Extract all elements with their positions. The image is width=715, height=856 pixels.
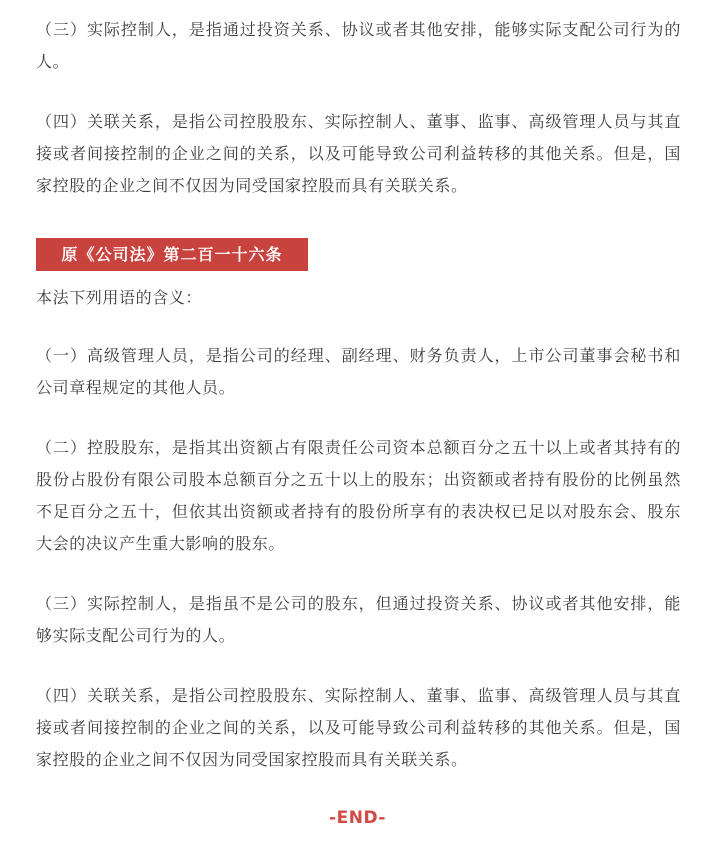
article-para-actual-controller: （三）实际控制人，是指虽不是公司的股东，但通过投资关系、协议或者其他安排，能够实际支配公司行为的人。 bbox=[36, 594, 681, 645]
article-heading: 原《公司法》第二百一十六条 bbox=[36, 238, 308, 271]
top-para-related-relationship: （四）关联关系，是指公司控股股东、实际控制人、董事、监事、高级管理人员与其直接或者间接控制的企业之间的关系，以及可能导致公司利益转移的其他关系。但是，国家控股的企业之间不仅因为同受国家控股而具有关联关系。 bbox=[36, 112, 681, 195]
article-intro: 本法下列用语的含义： bbox=[36, 288, 203, 307]
article-para-related-relationship: （四）关联关系，是指公司控股股东、实际控制人、董事、监事、高级管理人员与其直接或者间接控制的企业之间的关系，以及可能导致公司利益转移的其他关系。但是，国家控股的企业之间不仅因为同受国家控股而具有关联关系。 bbox=[36, 686, 681, 769]
top-para-actual-controller: （三）实际控制人，是指通过投资关系、协议或者其他安排，能够实际支配公司行为的人。 bbox=[36, 20, 681, 71]
article-para-controlling-shareholder: （二）控股股东，是指其出资额占有限责任公司资本总额百分之五十以上或者其持有的股份占股份有限公司股本总额百分之五十以上的股东；出资额或者持有股份的比例虽然不足百分之五十，但依其出资额或者持有的股份所享有的表决权已足以对股东会、股东大会的决议产生重大影响的股东。 bbox=[36, 438, 681, 553]
end-mark: -END- bbox=[329, 808, 386, 828]
article-para-senior-management: （一）高级管理人员，是指公司的经理、副经理、财务负责人，上市公司董事会秘书和公司章程规定的其他人员。 bbox=[36, 346, 681, 397]
